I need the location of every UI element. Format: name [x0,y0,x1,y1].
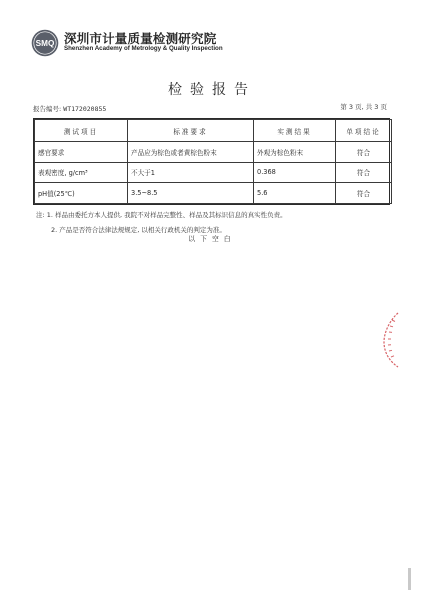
cell-result: 5.6 [254,183,336,204]
table-row [35,162,392,183]
org-name-cn: 深圳市计量质量检测研究院 [64,31,217,46]
end-of-content-text: 以下空白 [188,235,236,243]
report-title: 检验报告 [168,82,256,98]
page-indicator: 第 3 页, 共 3 页 [340,103,387,111]
cell-result: 0.368 [254,162,336,183]
header-measured-result: 实测结果 [254,120,336,142]
cell-requirement: 3.5~8.5 [128,183,254,204]
table-row [35,183,392,204]
cell-requirement: 产品应为棕色或者黄棕色粉末 [128,142,254,163]
binding-mark [408,568,411,590]
report-number [33,104,106,113]
table-row [35,142,392,163]
cell-conclusion: 符合 [336,183,392,204]
cell-item: 感官要求 [35,142,128,163]
cell-conclusion: 符合 [336,142,392,163]
institute-logo-icon [31,29,59,57]
header-standard-requirement: 标准要求 [128,120,254,142]
cell-item: pH值(25℃) [35,183,128,204]
note-1: 注: 1. 样品由委托方本人提供, 我院不对样品完整性、样品及其标识信息的真实性负责。 [36,211,287,219]
report-number-value: WT172020855 [63,105,107,113]
cell-result: 外观为棕色粉末 [254,142,336,163]
table-header-row [35,120,392,142]
cell-conclusion: 符合 [336,162,392,183]
header-test-item: 测试项目 [35,120,128,142]
logo-text: SMQ [35,38,55,48]
cell-requirement: 不大于1 [128,162,254,183]
results-table [33,118,390,205]
header-conclusion: 单项结论 [336,120,392,142]
report-number-label: 报告编号: [33,105,62,113]
org-name-en: Shenzhen Academy of Metrology & Quality Inspection [64,45,223,52]
cell-item: 表观密度, g/cm³ [35,162,128,183]
note-2: 2. 产品是否符合法律法规规定, 以相关行政机关的判定为准。 [51,226,226,234]
red-seal-fragment-icon [368,310,408,370]
